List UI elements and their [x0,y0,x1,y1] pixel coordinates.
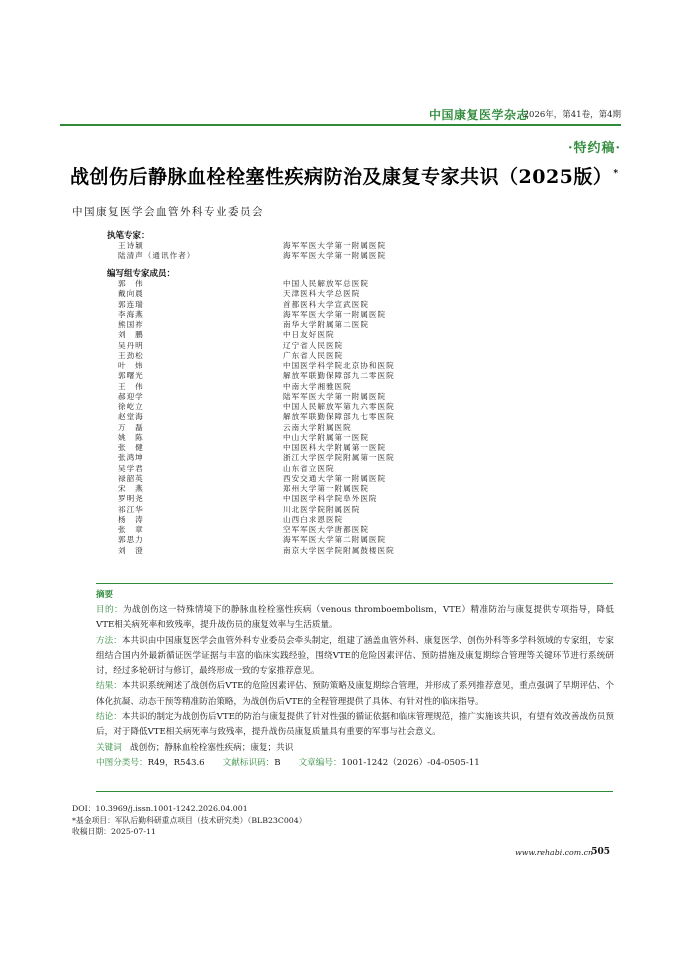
abstract-top-rule [96,583,613,584]
keywords-text: 战创伤；静脉血栓栓塞性疾病；康复；共识 [130,742,294,753]
fund-note: *基金项目：军队后勤科研重点项目（技术研究类）（BLB23C004） [72,815,307,825]
author-name: 罗明尧 [118,494,144,504]
author-affiliation: 广东省人民医院 [283,350,344,360]
author-affiliation: 中国人民解放军第九六零医院 [283,402,395,411]
author-name: 禄韶英 [118,473,144,483]
keywords-label: 关键词 [96,742,122,753]
author-affiliation: 空军军医大学唐都医院 [283,525,369,534]
author-affiliation: 中国医学科学院阜外医院 [283,494,378,504]
members-label: 编写组专家成员： [107,269,176,279]
author-name: 郭曙光 [118,371,144,381]
abstract-results [96,679,614,710]
author-affiliation: 解放军联勤保障部九七零医院 [283,412,395,422]
clc-label: 中图分类号： [96,757,148,768]
author-name: 熊国祚 [118,320,144,329]
abstract-bottom-rule [96,791,613,792]
title-footnote-mark: * [613,168,619,179]
abstract-objective [96,603,614,634]
organization: 中国康复医学会血管外科专业委员会 [72,206,264,218]
issue-info: 2026年，第41卷，第4期 [523,110,621,120]
results-label: 结果： [96,681,122,692]
article-title [70,162,619,189]
author-name: 刘 鹏 [118,330,144,340]
author-name: 吴丹明 [118,340,144,350]
doccode-label: 文献标识码： [222,757,275,768]
clc-value: R49，R543.6 [147,757,205,768]
title-text: 战创伤后静脉血栓栓塞性疾病防治及康复专家共识（2025版） [70,166,613,188]
author-name: 叶 炜 [118,361,144,370]
author-name: 杨 涛 [118,514,144,524]
keywords-line [96,741,614,756]
journal-url: www.rehabi.com.cn [515,848,593,857]
received-date: 收稿日期：2025-07-11 [72,827,156,836]
author-affiliation: 川北医学院附属医院 [283,504,361,514]
abstract-conclusion [96,710,614,741]
author-name: 李海燕 [118,309,144,319]
author-name: 张 健 [118,443,144,452]
conclusion-label: 结论： [96,712,122,723]
author-name: 徐屹立 [118,402,144,411]
author-name: 姚 陈 [118,432,144,442]
author-name: 赵堂海 [118,412,144,422]
author-affiliation: 海军军医大学第一附属医院 [283,251,387,261]
author-affiliation: 中国人民解放军总医院 [283,279,369,288]
author-name: 王 伟 [118,381,144,391]
author-name: 郭思力 [118,535,144,545]
doi: DOI：10.3969/j.issn.1001-1242.2026.04.001 [72,804,248,813]
methods-label: 方法： [96,635,122,646]
article-no-label: 文章编号： [298,757,342,768]
author-name: 吴学君 [118,463,144,473]
author-affiliation: 云南大学附属医院 [283,422,352,432]
author-name: 郭 伟 [118,279,144,288]
header-rule [60,124,621,126]
results-text: 本共识系统阐述了战创伤后VTE的危险因素评估、预防策略及康复期综合管理，并形成了系列推荐意见，重点强调了早期评估、个体化抗凝、动态干预等精准防治策略，为战创伤后VTE的全程管理提供了具体、有针对性的临床指导。 [96,681,614,707]
article-no-value: 1001-1242（2026）-04-0505-11 [341,757,480,768]
methods-text: 本共识由中国康复医学会血管外科专业委员会牵头制定，组建了涵盖血管外科、康复医学、创伤外科等多学科领域的专家组，专家组结合国内外最新循证医学证据与丰富的临床实践经验，围绕VTE的危险因素评估、预防措施及康复期综合管理等关键环节进行系统研讨，经过多轮研讨与修订，最终形成一致的专家推荐意见。 [96,635,614,677]
classification-line [96,756,614,771]
author-name: 郝迎学 [118,391,144,401]
author-affiliation: 郑州大学第一附属医院 [283,484,369,493]
author-affiliation: 海军军医大学第二附属医院 [283,535,387,545]
author-affiliation: 陆军军医大学第一附属医院 [283,391,387,401]
author-name: 郭连瑞 [118,299,144,309]
writers-label: 执笔专家： [107,231,150,241]
doccode-value: B [274,757,281,768]
author-affiliation: 中国医科大学附属第一医院 [283,443,387,452]
author-affiliation: 天津医科大学总医院 [283,289,361,299]
author-affiliation: 解放军联勤保障部九二零医院 [283,371,395,381]
conclusion-text: 本共识的制定为战创伤后VTE的防治与康复提供了针对性强的循证依据和临床管理规范，推广实施该共识，有望有效改善战伤员预后，对于降低VTE相关病死率与致残率，提升战伤员康复质量具有重要的军事与社会意义。 [96,712,614,738]
special-article-label: ·特约稿· [567,141,621,156]
author-name: 万 磊 [118,422,144,432]
author-affiliation: 中国医学科学院北京协和医院 [283,361,395,370]
author-affiliation: 中南大学湘雅医院 [283,381,352,391]
author-affiliation: 西安交通大学第一附属医院 [283,473,387,483]
author-name: 王诗颖 [118,241,144,250]
author-affiliation: 中日友好医院 [283,330,335,340]
objective-label: 目的： [96,605,123,615]
author-name: 刘 澄 [118,545,144,555]
footnotes [72,803,307,838]
abstract-methods [96,634,614,680]
objective-text: 为战创伤这一特殊情境下的静脉血栓栓塞性疾病（venous thromboembolism，VTE）精准防治与康复提供专项指导，降低VTE相关病死率和致残率，提升战伤员的康复效率与生活质量。 [96,605,614,631]
author-name: 祁江华 [118,504,144,514]
author-affiliation: 浙江大学医学院附属第一医院 [283,453,395,463]
abstract-heading: 摘要 [96,590,114,600]
page-number: 505 [591,847,610,857]
author-affiliation: 南华大学附属第二医院 [283,320,369,329]
author-affiliation: 海军军医大学第一附属医院 [283,309,387,319]
author-affiliation: 山西白求恩医院 [283,514,344,524]
running-header [60,104,621,122]
author-affiliation: 首都医科大学宣武医院 [283,299,369,309]
author-name: 王劲松 [118,350,144,360]
author-affiliation: 南京大学医学院附属鼓楼医院 [283,545,395,555]
author-affiliation: 中山大学附属第一医院 [283,432,369,442]
author-name: 陆清声（通讯作者） [118,251,196,261]
author-affiliation: 海军军医大学第一附属医院 [283,241,387,250]
author-name: 张鸿坤 [118,453,144,463]
journal-name: 中国康复医学杂志 [428,108,529,122]
author-name: 宋 燕 [118,484,144,493]
author-affiliation: 辽宁省人民医院 [283,340,344,350]
abstract-body [96,603,614,771]
author-affiliation: 山东省立医院 [283,463,335,473]
author-name: 张 章 [118,525,144,534]
author-name: 戴向晨 [118,289,144,299]
